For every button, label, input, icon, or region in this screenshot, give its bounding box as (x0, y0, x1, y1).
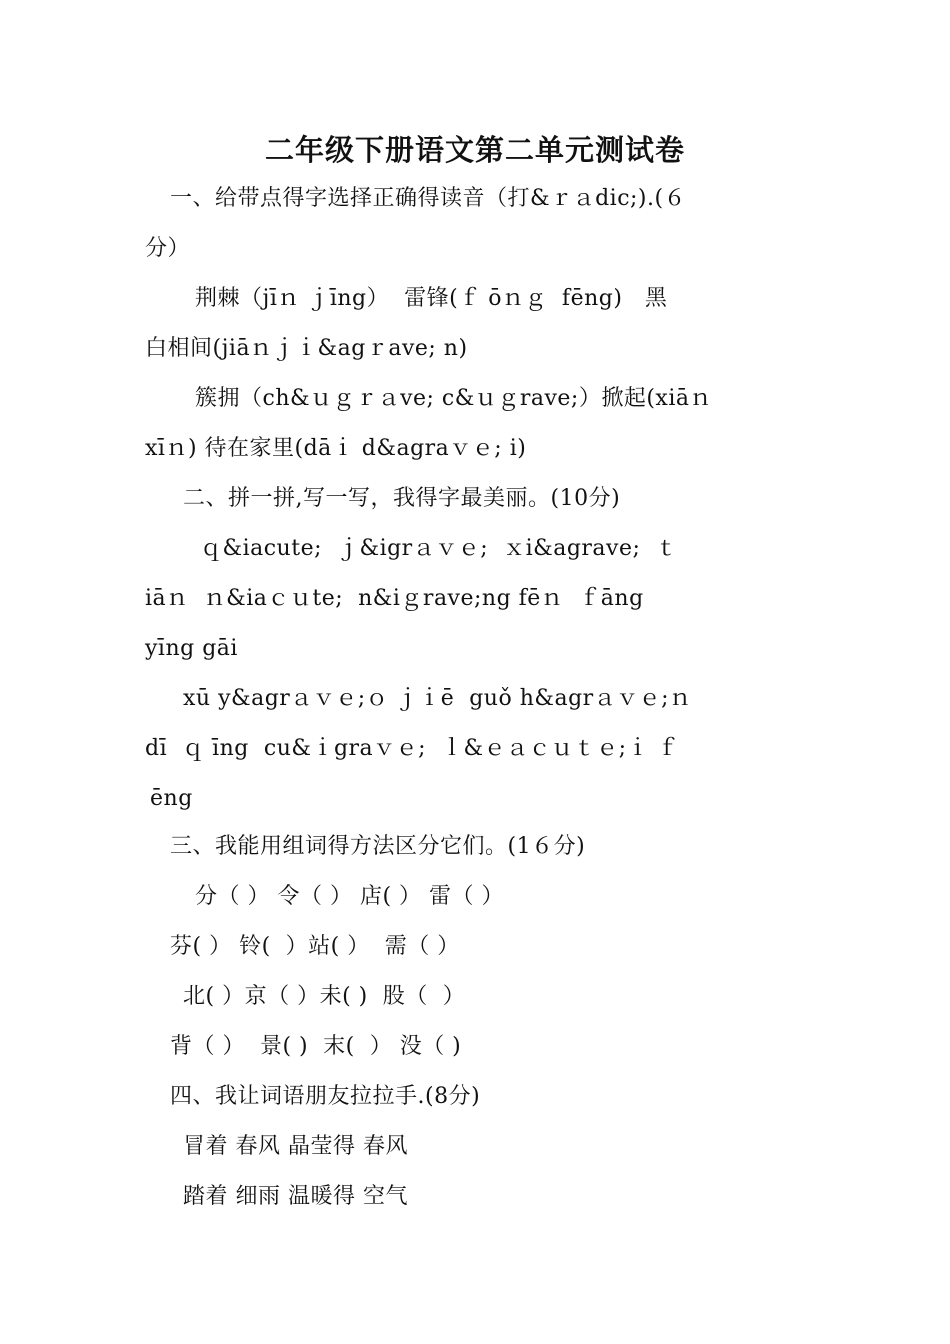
section-three-heading: 三、我能用组词得方法区分它们。(1６分) (170, 834, 586, 859)
word-group-row: 芬( ） 铃( ）站( ） 需（ ） (170, 934, 460, 959)
pinyin-item-line: xīｎ) 待在家里(dāｉ d&agraｖｅ; i) (145, 436, 527, 461)
pinyin-writing-line: dī ｑ īng cu&ｉgraｖｅ; ｌ&ｅａｃｕｔｅ;ｉ ｆ (145, 736, 680, 761)
word-group-row: 北( ）京（ ）未( ) 股（ ） (183, 984, 466, 1009)
section-one-heading: 一、给带点得字选择正确得读音（打&ｒａdic;).(６ (170, 186, 687, 211)
pinyin-writing-line: ēng (150, 786, 193, 811)
pinyin-writing-line: yīng gāi (145, 636, 238, 661)
word-group-row: 分（ ） 令（ ） 店( ） 雷（ ） (195, 884, 505, 909)
pinyin-writing-line: ｑ&iacute; ｊ&igrａｖｅ; ｘi&agrave; ｔ (200, 536, 678, 561)
pinyin-item-line: 白相间(jiāｎｊｉ&agｒave; n) (145, 336, 468, 361)
pinyin-writing-line: xū y&agrａｖｅ;ｏ ｊｉē guǒ h&agrａｖｅ;ｎ (183, 686, 692, 711)
pinyin-item-line: 荆棘（jīｎ ｊīng） 雷锋(ｆ ōｎｇ fēng) 黑 (195, 286, 668, 311)
word-match-row: 冒着 春风 晶莹得 春风 (183, 1134, 408, 1159)
section-four-heading: 四、我让词语朋友拉拉手.(8分) (170, 1084, 481, 1109)
word-match-row: 踏着 细雨 温暖得 空气 (183, 1184, 408, 1209)
word-group-row: 背（ ） 景( ) 末( ） 没（ ) (170, 1034, 462, 1059)
section-one-heading-cont: 分） (145, 236, 191, 261)
section-two-heading: 二、拼一拼,写一写，我得字最美丽。(10分) (183, 486, 621, 511)
pinyin-writing-line: iāｎ ｎ&iaｃｕte; n&iｇrave;ng fēｎ ｆāng (145, 586, 644, 611)
pinyin-item-line: 簇拥（ch&ｕｇｒａve; c&ｕｇrave;）掀起(xiāｎ (195, 386, 712, 411)
page-title: 二年级下册语文第二单元测试卷 (264, 133, 685, 167)
